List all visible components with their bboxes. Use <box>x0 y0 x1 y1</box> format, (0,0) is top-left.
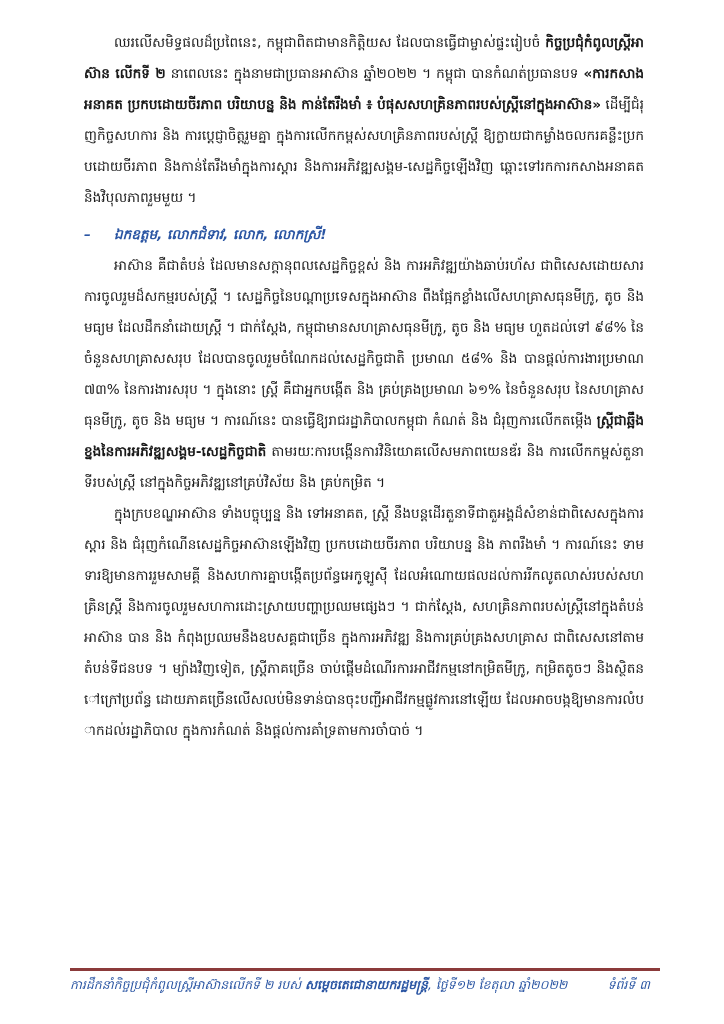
page-number: ទំព័រទី ៣ <box>607 977 650 992</box>
footer-date: , ថ្ងៃទី១២ ខែតុលា ឆ្នាំ២០២២ <box>427 977 568 992</box>
emphasized-text: «ការកសាងអនាគត ប្រកបដោយចីរភាព បរិយាបន្ន និង កាន់តែរឹងមាំ ៖ បំផុសសហគ្រិនភាពរបស់ស្ត្រីនៅក្នុងអាស៊ាន» <box>84 66 645 113</box>
body-text <box>84 28 644 747</box>
emphasized-text: កិច្ចប្រជុំកំពូលស្ត្រីអាស៊ាន លើកទី ២ <box>84 35 644 82</box>
greeting-line <box>84 220 644 251</box>
text-run: ក្នុងក្របខណ្ឌអាស៊ាន ទាំងបច្ចុប្បន្ន និង ទៅអនាគត, ស្ត្រី នឹងបន្តដើរតួនាទីជាតួអង្គដ៏សំខាន់ជាពិសេសក្នុងការស្តារ និង ជំរុញកំណើនសេដ្ឋកិច្ចអាស៊ានឡើងវិញ ប្រកបដោយចីរភាព បរិយាបន្ន និង ភាពរឹងមាំ ។ ការណ៍នេះ ទាមទារឱ្យមានការរួមសាមគ្គី និងសហការគ្នាបង្កើតប្រព័ន្ធអេកូឡូស៊ី ដែលអំណោយផលដល់ការរីកលូតលាស់របស់សហគ្រិនស្ត្រី និងការចូលរួមសហការដោះស្រាយបញ្ហាប្រឈមផ្សេងៗ ។ ជាក់ស្តែង, សហគ្រិនភាពរបស់ស្ត្រីនៅក្នុងតំបន់អាស៊ាន បាន និង កំពុងប្រឈមនឹងឧបសគ្គជាច្រើន ក្នុងការអភិវឌ្ឍ និងការគ្រប់គ្រងសហគ្រាស ជាពិសេសនៅតាមតំបន់ទីជនបទ ។ ម្យ៉ាងវិញទៀត, ស្ត្រីភាគច្រើន ចាប់ផ្តើមដំណើរការអាជីវកម្មនៅកម្រិតមីក្រូ, កម្រិតតូចៗ និងស្ថិតនៅក្រៅប្រព័ន្ធ ដោយភាគច្រើនលើសលប់មិនទាន់បានចុះបញ្ជីអាជីវកម្មផ្លូវការនៅឡើយ ដែលអាចបង្កឱ្យមានការលំបាកដល់រដ្ឋាភិបាល ក្នុងការកំណត់ និងផ្តល់ការគាំទ្រតាមការចាំបាច់ ។ <box>84 506 644 739</box>
text-run: ដើម្បីជំរុញកិច្ចសហការ និង ការប្តេជ្ញាចិត្តរួមគ្នា ក្នុងការលើកកម្ពស់សហគ្រិនភាពរបស់ស្ត្រី ឱ្យក្លាយជាកម្លាំងចលករគន្លឹះប្រកបដោយចីរភាព និងកាន់តែរឹងមាំក្នុងការស្តារ និងការអភិវឌ្ឍសង្គម-សេដ្ឋកិច្ចឡើងវិញ ឆ្ពោះទៅរកការកសាងអនាគត និងវិបុលភាពរួមមួយ ។ <box>84 97 644 206</box>
paragraph <box>84 251 644 499</box>
emphasized-text: ស្ត្រីជាឆ្អឹងខ្នងនៃការអភិវឌ្ឍសង្គម-សេដ្ឋកិច្ចជាតិ <box>84 413 644 460</box>
text-run: ឈរលើសមិទ្ធផលដ៏ប្រពៃនេះ, កម្ពុជាពិតជាមានកិត្តិយស ដែលបានធ្វើជាម្ចាស់ផ្ទះរៀបចំ <box>114 35 546 51</box>
emphasized-text: ឯកឧត្តម, លោកជំទាវ, លោក, លោកស្រី! <box>114 227 327 243</box>
text-run: អាស៊ាន គឺជាតំបន់ ដែលមានសក្តានុពលសេដ្ឋកិច្ចខ្ពស់ និង ការអភិវឌ្ឍយ៉ាងឆាប់រហ័ស ជាពិសេសដោយសារការចូលរួមដ៏សកម្មរបស់ស្ត្រី ។ សេដ្ឋកិច្ចនៃបណ្តាប្រទេសក្នុងអាស៊ាន ពឹងផ្អែកខ្លាំងលើសហគ្រាសធុនមីក្រូ, តូច និង មធ្យម ដែលដឹកនាំដោយស្ត្រី ។ ជាក់ស្តែង, កម្ពុជាមានសហគ្រាសធុនមីក្រូ, តូច និង មធ្យម ហួតដល់ទៅ ៩៨% នៃចំនួនសហគ្រាសសរុប ដែលបានចូលរួមចំណែកដល់សេដ្ឋកិច្ចជាតិ ប្រមាណ ៥៨% និង បានផ្តល់ការងារប្រមាណ ៧៣% នៃការងារសរុប ។ ក្នុងនោះ ស្ត្រី គឺជាអ្នកបង្កើត និង គ្រប់គ្រងប្រមាណ ៦១% នៃចំនួនសរុប នៃសហគ្រាសធុនមីក្រូ, តូច និង មធ្យម ។ ការណ៍នេះ បានធ្វើឱ្យរាជរដ្ឋាភិបាលកម្ពុជា កំណត់ និង ជំរុញការលើកតម្កើង <box>84 258 644 429</box>
text-run: នាពេលនេះ ក្នុងនាមជាប្រធានអាស៊ាន ឆ្នាំ២០២២ ។ កម្ពុជា បានកំណត់ប្រធានបទ <box>165 66 584 82</box>
page-footer <box>70 968 660 996</box>
paragraph <box>84 28 644 214</box>
footer-left-text: ការដឹកនាំកិច្ចប្រជុំកំពូលស្ត្រីអាស៊ានលើកទី ២ របស់ <box>70 977 306 992</box>
paragraph <box>84 499 644 747</box>
footer-emphasis: សម្តេចតេជោនាយករដ្ឋមន្ត្រី <box>305 977 428 992</box>
text-run: តាមរយៈការបង្កើនការវិនិយោគលើសមភាពយេនឌ័រ និង ការលើកកម្ពស់តួនាទីរបស់ស្ត្រី នៅក្នុងកិច្ចអភិវឌ្ឍនៅគ្រប់វិស័យ និង គ្រប់កម្រិត ។ <box>84 444 644 491</box>
greeting-dash: – <box>84 227 91 243</box>
footer-title <box>70 977 567 996</box>
